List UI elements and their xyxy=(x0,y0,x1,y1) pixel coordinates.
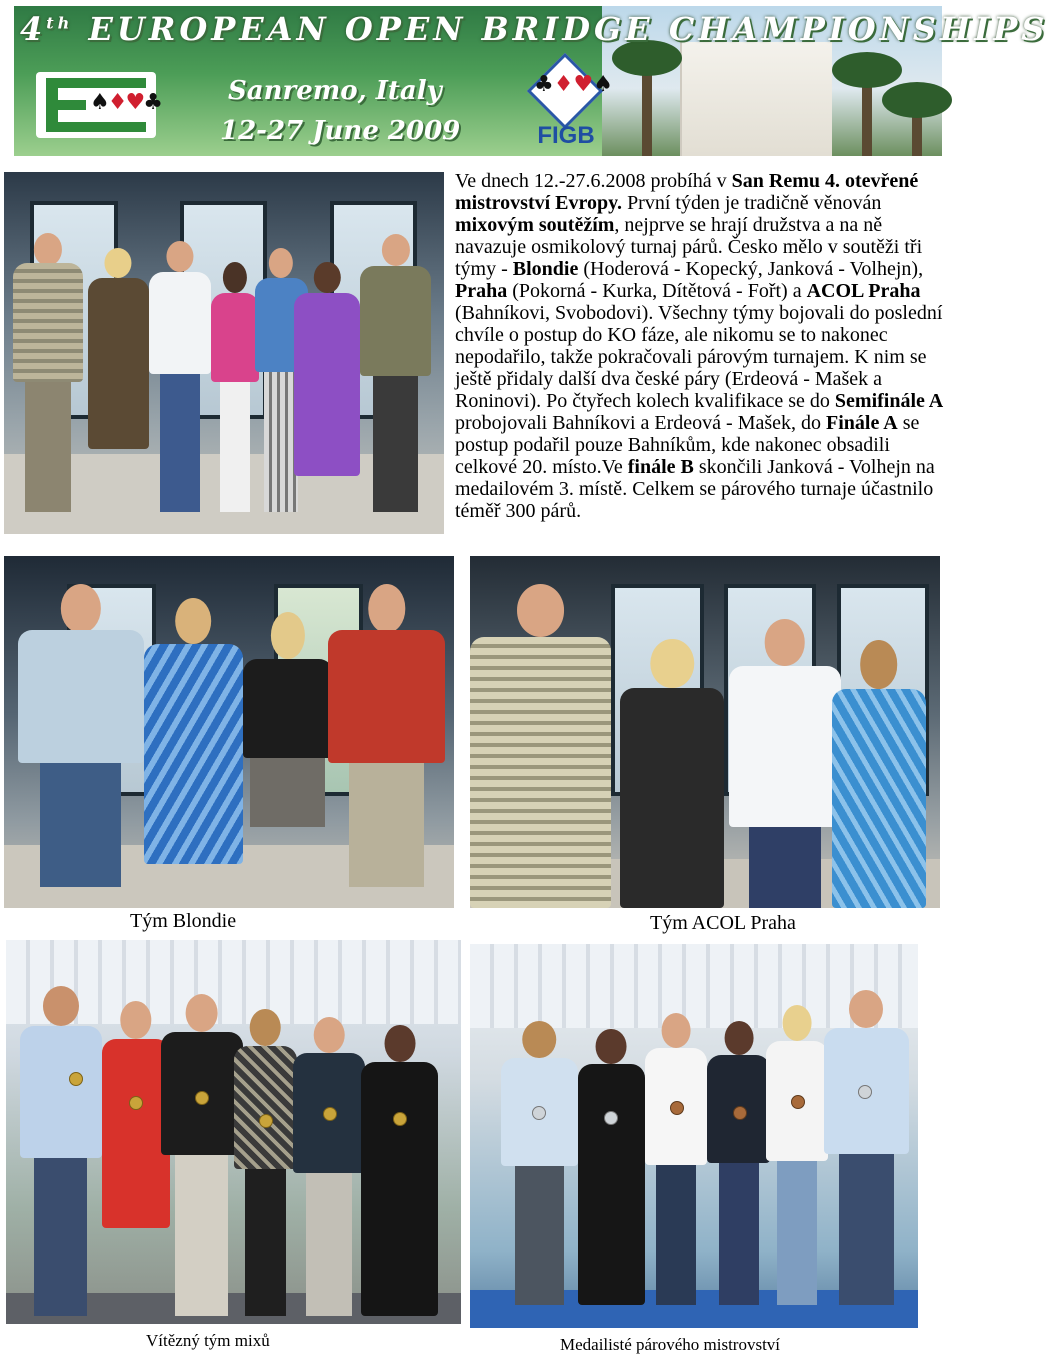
person xyxy=(211,252,259,513)
title-ordinal: 4 xyxy=(20,10,47,48)
trousers xyxy=(34,1158,86,1317)
striped-shirt xyxy=(470,637,611,908)
article-text-run: (Bahníkovi, Svobodovi). Všechny týmy bojovali do poslední chvíle o postup do KO fáze, ale nikomu se to nakonec nepodařilo, takže pokračovali párovým turnajem. K nim se ještě přidaly další dva české páry (Erdeová - Mašek a Roninovi). Po čtyřech kolech kvalifikace se do xyxy=(455,302,943,412)
suit-icon: ♥ xyxy=(125,90,144,115)
suit-icon: ♣ xyxy=(143,90,161,115)
article-emphasis: Semifinále A xyxy=(834,390,944,412)
striped-shirt xyxy=(13,263,83,382)
figb-logo-text: FIGB xyxy=(537,122,595,149)
person xyxy=(766,1005,829,1305)
white-trousers xyxy=(220,382,251,512)
caption-team-blondie: Tým Blondie xyxy=(130,910,237,932)
person xyxy=(645,1013,708,1305)
person xyxy=(729,619,842,908)
red-dress xyxy=(102,1039,170,1228)
article-emphasis: Praha xyxy=(455,280,508,302)
article-emphasis: mixovým soutěžím xyxy=(455,214,615,236)
banner-dates: 12-27 June 2009 xyxy=(220,116,461,146)
article-text-run: skončili Janková - Volhejn na medailovém 3. místě. Celkem se párového turnaje účastnilo téměř 300 párů. xyxy=(455,456,935,522)
trousers xyxy=(373,376,418,512)
suit-icon: ♥ xyxy=(573,72,594,97)
article-text-run: První týden je tradičně věnován xyxy=(622,192,882,214)
logo-e-bar xyxy=(46,78,146,88)
red-tshirt xyxy=(328,630,445,763)
head xyxy=(166,241,193,272)
suit-icon: ♣ xyxy=(534,72,554,97)
logo-e-bar xyxy=(46,122,146,132)
trousers xyxy=(306,1173,353,1317)
head xyxy=(270,612,304,659)
person xyxy=(328,584,445,887)
suit-icon: ♠ xyxy=(90,90,108,115)
article-text-run: (Pokorná - Kurka, Dítětová - Fořt) a xyxy=(507,280,807,302)
figb-logo xyxy=(514,62,614,154)
person xyxy=(707,1021,770,1305)
head xyxy=(269,248,293,278)
vest xyxy=(360,266,430,376)
head xyxy=(250,1009,281,1046)
gold-medal-icon xyxy=(259,1114,273,1128)
head xyxy=(662,1013,691,1048)
article-text-run: , nejprve se hrají družstva a na ně navazuje osmikolový turnaj párů. Česko mělo v soutěži tři týmy - xyxy=(455,214,923,280)
article-text-run: (Hoderová - Kopecký, Janková - Volhejn), xyxy=(578,258,924,280)
person xyxy=(361,1025,438,1317)
suit-icon: ♦ xyxy=(107,90,126,115)
gold-medal-icon xyxy=(195,1091,209,1105)
black-top xyxy=(243,659,333,758)
championship-banner xyxy=(14,6,1048,156)
head xyxy=(382,234,410,266)
figb-suits-icon xyxy=(534,72,613,97)
group-photo-czech-players xyxy=(4,172,444,534)
head xyxy=(596,1029,627,1065)
article-emphasis: Blondie xyxy=(512,258,579,280)
person xyxy=(294,252,360,513)
jeans xyxy=(160,374,199,512)
person xyxy=(234,1009,298,1316)
article-emphasis: finále B xyxy=(627,456,694,478)
head xyxy=(120,1001,151,1039)
silver-medal-icon xyxy=(858,1085,872,1099)
light-blue-shirt xyxy=(20,1026,102,1158)
person xyxy=(102,1001,170,1316)
blue-dress xyxy=(144,644,243,863)
head xyxy=(523,1021,557,1058)
black-trousers xyxy=(245,1169,286,1316)
head xyxy=(34,233,62,266)
person xyxy=(144,598,243,887)
black-cardigan xyxy=(620,688,723,908)
head xyxy=(223,262,247,293)
head xyxy=(105,248,132,278)
head xyxy=(185,994,218,1033)
gold-medal-icon xyxy=(323,1107,337,1121)
article-emphasis: Finále A xyxy=(826,412,898,434)
article-text-run: Ve dnech 12.-27.6.2008 probíhá v xyxy=(455,170,732,192)
trousers xyxy=(175,1155,227,1316)
jeans xyxy=(719,1163,759,1305)
person xyxy=(18,584,144,887)
article-text-run: se postup podařil pouze Bahníkům, kde nakonec obsadili celkové 20. místo.Ve xyxy=(455,412,920,478)
suit-icon: ♦ xyxy=(553,72,574,97)
head xyxy=(765,619,806,665)
person xyxy=(20,986,102,1316)
dress xyxy=(88,278,150,449)
head xyxy=(384,1025,415,1063)
person xyxy=(578,1029,645,1305)
person xyxy=(243,612,333,887)
article-emphasis: ACOL Praha xyxy=(806,280,921,302)
silver-medal-icon xyxy=(532,1106,546,1120)
palm-leaves xyxy=(832,52,902,88)
caption-pairs-medalists: Medailisté párového mistrovství xyxy=(560,1335,781,1354)
purple-dress xyxy=(294,293,360,475)
person xyxy=(88,237,150,512)
palm-leaves xyxy=(882,82,952,118)
jeans xyxy=(839,1154,893,1305)
person xyxy=(13,215,83,512)
head xyxy=(43,986,79,1026)
article-text-run: probojovali Bahníkovi a Erdeová - Mašek, do xyxy=(455,412,827,434)
head xyxy=(314,1017,345,1053)
head xyxy=(650,639,693,688)
head xyxy=(175,598,211,644)
patterned-top xyxy=(234,1046,298,1169)
head xyxy=(314,262,340,293)
bronze-medal-icon xyxy=(791,1095,805,1109)
person xyxy=(360,223,430,513)
person xyxy=(620,633,723,908)
caption-mixed-winners: Vítězný tým mixů xyxy=(146,1331,270,1350)
head xyxy=(724,1021,753,1055)
black-dress xyxy=(578,1064,645,1305)
jeans xyxy=(777,1161,817,1305)
trousers xyxy=(656,1165,696,1305)
title-text: EUROPEAN OPEN BRIDGE CHAMPIONSHIPS xyxy=(88,10,1048,48)
pink-top xyxy=(211,293,259,382)
jeans xyxy=(40,763,121,887)
bronze-medal-icon xyxy=(733,1106,747,1120)
trousers xyxy=(349,763,424,887)
checked-shorts xyxy=(264,372,298,512)
head xyxy=(783,1005,812,1041)
head xyxy=(517,584,565,637)
head xyxy=(368,584,405,632)
black-dress xyxy=(361,1062,438,1316)
photo-mixed-teams-winners xyxy=(6,940,461,1324)
gold-medal-icon xyxy=(69,1072,83,1086)
gold-medal-icon xyxy=(129,1096,143,1110)
bronze-medal-icon xyxy=(670,1101,684,1115)
article-emphasis: San Remu 4. otevřené mistrovství Evropy. xyxy=(455,170,919,214)
photo-pairs-medalists xyxy=(470,944,918,1328)
person xyxy=(501,1021,577,1305)
trousers xyxy=(749,827,821,908)
blue-dress xyxy=(832,689,926,908)
photo-team-blondie xyxy=(4,556,454,908)
person xyxy=(470,577,611,908)
logo-e-bar xyxy=(46,100,86,110)
person xyxy=(161,994,243,1317)
banner-title xyxy=(20,10,1048,48)
light-blue-shirt xyxy=(18,630,144,763)
card-suits-icon xyxy=(90,92,161,114)
person xyxy=(293,1017,366,1317)
head xyxy=(849,990,883,1028)
person xyxy=(832,640,926,908)
photo-team-acol-praha xyxy=(470,556,940,908)
sanremo-tshirt xyxy=(729,666,842,828)
article-text xyxy=(455,170,955,522)
skirt xyxy=(250,758,326,827)
person xyxy=(824,990,909,1305)
title-ordinal-suffix: th xyxy=(46,13,74,33)
caption-team-acol-praha: Tým ACOL Praha xyxy=(650,912,796,934)
article-paragraph xyxy=(455,170,955,522)
suit-icon: ♠ xyxy=(593,72,613,97)
white-tshirt xyxy=(149,272,211,374)
banner-city: Sanremo, Italy xyxy=(228,76,442,106)
casino-building xyxy=(680,42,832,156)
head xyxy=(860,640,898,688)
eu-championship-logo xyxy=(36,72,161,138)
head xyxy=(60,584,100,632)
person xyxy=(149,230,211,512)
trousers xyxy=(515,1166,564,1305)
trousers xyxy=(25,382,70,513)
